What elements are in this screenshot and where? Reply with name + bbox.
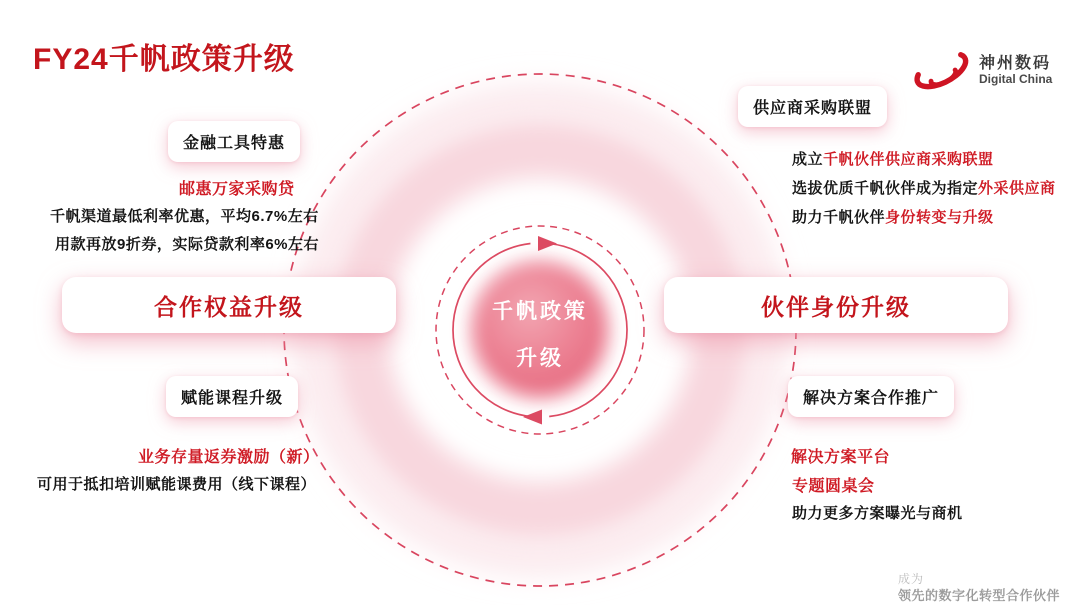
headline-cooperation-rights: 合作权益升级 bbox=[62, 277, 396, 333]
tag-enablement-course: 赋能课程升级 bbox=[166, 376, 298, 417]
solution-detail-line: 助力更多方案曝光与商机 bbox=[792, 505, 963, 522]
alliance-line1-highlight: 千帆伙伴供应商采购联盟 bbox=[823, 151, 994, 168]
arrow-bottom-icon bbox=[523, 410, 542, 425]
center-label-line2: 升级 bbox=[516, 347, 564, 370]
tag-solution-promotion: 解决方案合作推广 bbox=[788, 376, 954, 417]
solution-highlight1: 解决方案平台 bbox=[791, 449, 891, 466]
alliance-line1 bbox=[792, 148, 994, 169]
digital-china-logo-icon bbox=[905, 44, 977, 98]
course-highlight: 业务存量返券激励（新） bbox=[138, 449, 320, 466]
footer-line1: 成为 bbox=[898, 572, 925, 586]
headline-partner-identity: 伙伴身份升级 bbox=[664, 277, 1008, 333]
course-detail-line: 可用于抵扣培训赋能课费用（线下课程） bbox=[37, 476, 317, 493]
alliance-line1-prefix: 成立 bbox=[792, 151, 824, 168]
logo-name-cn: 神州数码 bbox=[979, 55, 1052, 72]
tag-finance-tools: 金融工具特惠 bbox=[168, 121, 300, 162]
finance-detail-line2: 用款再放9折券，实际贷款利率6%左右 bbox=[55, 236, 320, 253]
solution-highlight2: 专题圆桌会 bbox=[792, 478, 875, 495]
tag-supplier-alliance: 供应商采购联盟 bbox=[738, 86, 887, 127]
center-label-line1: 千帆政策 bbox=[492, 300, 588, 323]
alliance-line2 bbox=[792, 177, 1056, 198]
alliance-line3 bbox=[792, 206, 994, 227]
alliance-line2-prefix: 选拔优质千帆伙伴成为指定 bbox=[792, 180, 979, 197]
finance-detail-line1: 千帆渠道最低利率优惠，平均6.7%左右 bbox=[50, 208, 319, 225]
alliance-line3-prefix: 助力千帆伙伴 bbox=[792, 209, 886, 226]
alliance-line3-highlight: 身份转变与升级 bbox=[885, 209, 994, 226]
center-label bbox=[460, 295, 620, 372]
page-title: FY24千帆政策升级 bbox=[33, 43, 295, 76]
logo-name-en: Digital China bbox=[979, 72, 1053, 86]
alliance-line2-highlight: 外采供应商 bbox=[978, 180, 1056, 197]
finance-highlight: 邮惠万家采购贷 bbox=[179, 181, 295, 198]
footer-line2: 领先的数字化转型合作伙伴 bbox=[898, 588, 1061, 603]
arrow-top-icon bbox=[538, 236, 557, 251]
